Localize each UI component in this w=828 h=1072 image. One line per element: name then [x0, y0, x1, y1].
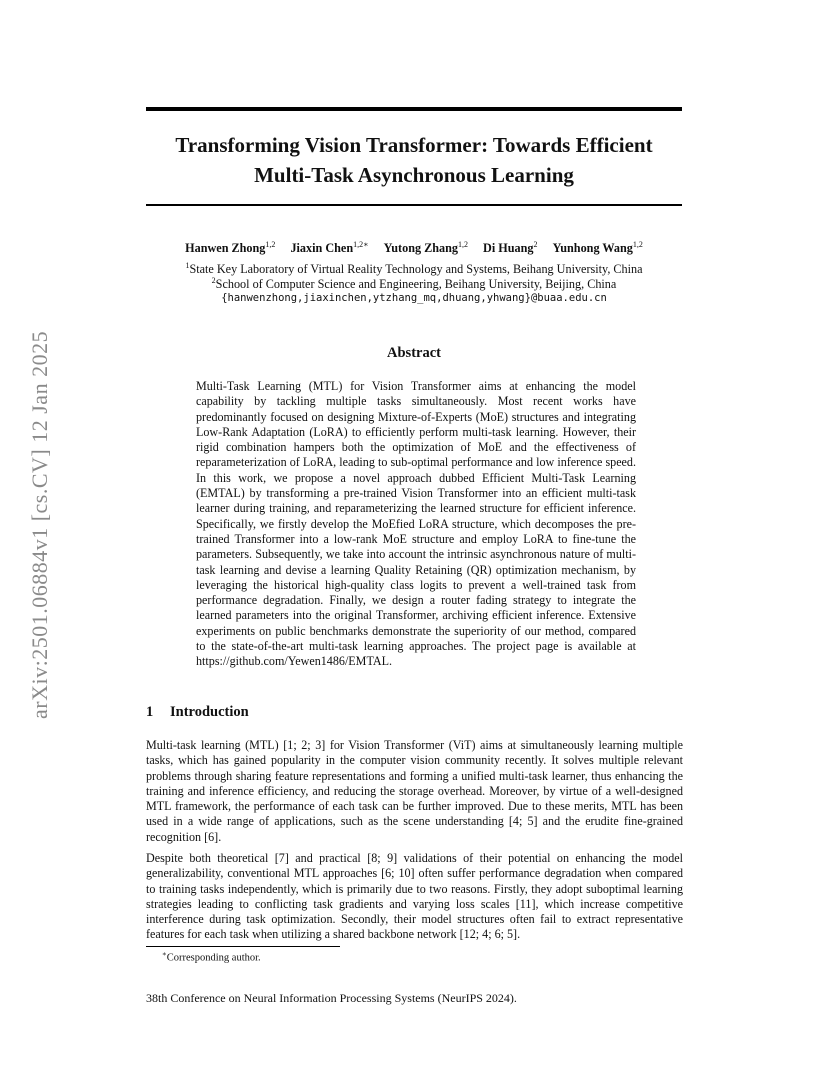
footnote-text: Corresponding author. [166, 952, 261, 964]
author-name: Yunhong Wang [552, 241, 633, 256]
author [384, 241, 468, 255]
author [553, 241, 643, 255]
author-name: Jiaxin Chen [290, 241, 354, 256]
author-affiliation-mark: 1,2 [265, 240, 276, 249]
affiliation-text: State Key Laboratory of Virtual Reality Technology and Systems, Beihang University, China [189, 262, 643, 277]
author-affiliation-mark: 1,2∗ [353, 240, 369, 249]
author-list [146, 240, 682, 256]
abstract-body: Multi-Task Learning (MTL) for Vision Transformer aims at enhancing the model capability by tackling multiple tasks simultaneously. Most recent works have predominantly focused on designing Mixture-of-Experts (MoE) structures and integrating Low-Rank Adaptation (LoRA) to efficiently perform multi-task learning. However, their rigid combination hampers both the optimization of MoE and the effectiveness of reparameterization of LoRA, leading to sub-optimal performance and low inference speed. In this work, we propose a novel approach dubbed Efficient Multi-Task Learning (EMTAL) by transforming a pre-trained Vision Transformer into an efficient multi-task learner during training, and reparameterizing the learned structure for efficient inference. Specifically, we firstly develop the MoEfied LoRA structure, which decomposes the pre-trained Transformer into a low-rank MoE structure and employ LoRA to fine-tune the parameters. Subsequently, we take into account the intrinsic asynchronous nature of multi-task learning and devise a learning Quality Retaining (QR) optimization mechanism, by leveraging the historical high-quality class logits to prevent a well-trained task from performance degradation. Finally, we design a router fading strategy to integrate the learned parameters into the original Transformer, archiving efficient inference. Extensive experiments on public benchmarks demonstrate the superiority of our method, compared to the state-of-the-art multi-task learning approaches. The project page is available at https://github.com/Yewen1486/EMTAL. [196, 379, 636, 669]
section-heading-introduction [146, 704, 249, 721]
intro-paragraph-2: Despite both theoretical [7] and practical [8; 9] validations of their potential on enhancing the model generalizability, conventional MTL approaches [6; 10] often suffer performance degradation when compared to training tasks independently, which is primarily due to two reasons. Firstly, they adopt suboptimal learning strategies leading to conflicting task gradients and varying loss scales [11], which increase competitive interference during task optimization. Secondly, their model structures often fail to extract representative features for each task when utilizing a shared backbone network [12; 4; 6; 5]. [146, 851, 683, 942]
title-line-1: Transforming Vision Transformer: Towards Efficient [175, 133, 653, 157]
author [483, 241, 537, 255]
title-bottom-rule [146, 204, 682, 206]
conference-venue: 38th Conference on Neural Information Processing Systems (NeurIPS 2024). [146, 991, 517, 1005]
section-title: Introduction [170, 704, 249, 720]
abstract-heading: Abstract [387, 345, 441, 361]
title-top-rule [146, 107, 682, 111]
section-number: 1 [146, 704, 154, 720]
affiliation-mark: 2 [211, 276, 216, 285]
author-affiliation-mark: 1,2 [632, 240, 643, 249]
footnote-rule [146, 946, 340, 947]
author-affiliation-mark: 2 [533, 240, 538, 249]
intro-paragraph-1: Multi-task learning (MTL) [1; 2; 3] for Vision Transformer (ViT) aims at simultaneously learning multiple tasks, which has gained popularity in the computer vision community recently. It solves multiple relevant problems through sharing feature representations and forming a unified multi-task learner, thus enhancing the training and inference efficiency, and reducing the storage overhead. Moreover, by virtue of a well-designed MTL framework, the performance of each task can be further improved. Due to these merits, MTL has been used in a wide range of applications, such as the scene understanding [4; 5] and the erudite fine-grained recognition [6]. [146, 738, 683, 844]
affiliation-mark: 1 [185, 261, 190, 270]
author-emails: {hanwenzhong,jiaxinchen,ytzhang_mq,dhuang,yhwang}@buaa.edu.cn [221, 292, 607, 304]
author-name: Di Huang [483, 241, 534, 256]
affiliation-1 [146, 261, 682, 277]
author [185, 241, 275, 255]
paper-title [146, 130, 682, 190]
title-line-2: Multi-Task Asynchronous Learning [254, 163, 574, 187]
footnote [162, 950, 261, 964]
affiliation-text: School of Computer Science and Engineering, Beihang University, Beijing, China [215, 277, 617, 292]
author-name: Yutong Zhang [383, 241, 458, 256]
arxiv-identifier: arXiv:2501.06884v1 [cs.CV] 12 Jan 2025 [27, 330, 52, 720]
affiliation-2 [146, 276, 682, 292]
author-name: Hanwen Zhong [185, 241, 266, 256]
author [290, 241, 368, 255]
author-affiliation-mark: 1,2 [458, 240, 468, 249]
footnote-mark: ∗ [162, 950, 167, 958]
